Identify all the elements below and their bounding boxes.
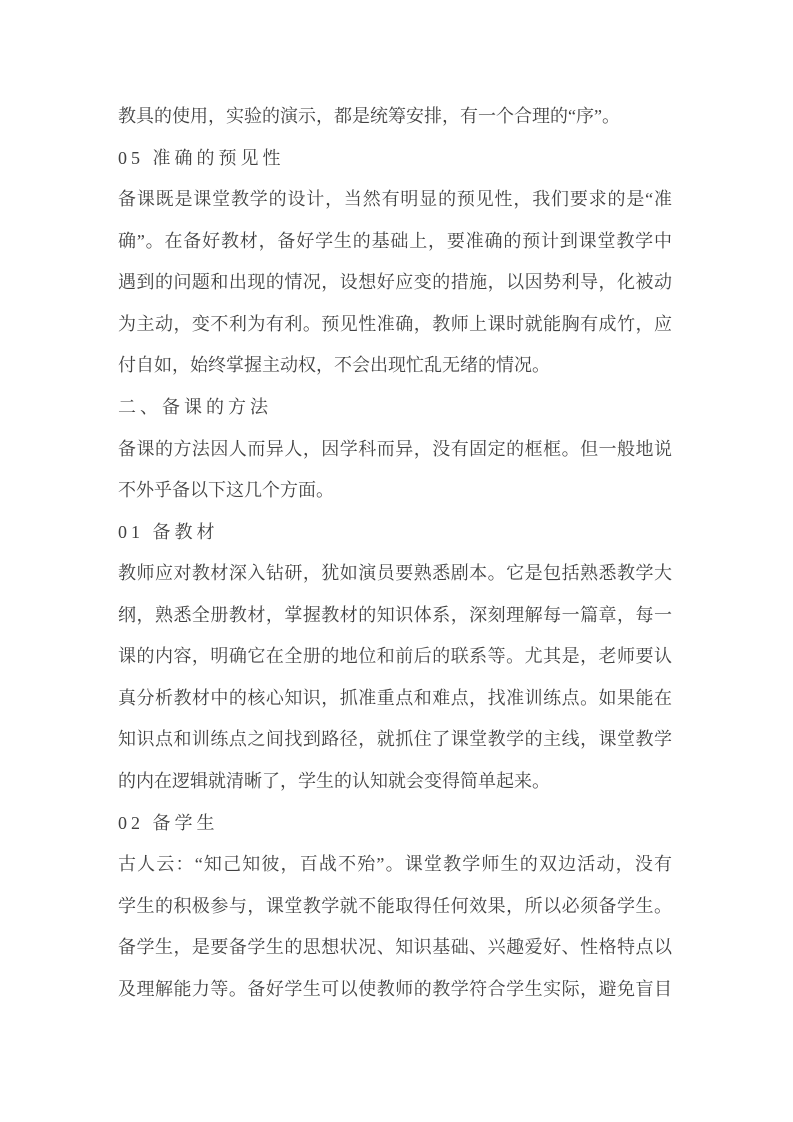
document-text-block [118,96,672,1010]
paragraph-line: 为主动，变不利为有利。预见性准确，教师上课时就能胸有成竹，应 [118,313,672,334]
paragraph-line: 真分析教材中的核心知识，抓准重点和难点，找准训练点。如果能在 [118,687,672,708]
section-heading: 05 准确的预见性 [118,147,285,168]
section-heading: 01 备教材 [118,521,219,542]
paragraph-line: 课的内容，明确它在全册的地位和前后的联系等。尤其是，老师要认 [118,646,672,667]
section-heading: 02 备学生 [118,812,219,833]
paragraph-line: 付自如，始终掌握主动权，不会出现忙乱无绪的情况。 [118,355,550,376]
section-heading: 二、备课的方法 [118,396,272,417]
paragraph-line: 备课的方法因人而异人，因学科而异，没有固定的框框。但一般地说 [118,438,672,459]
paragraph-line: 学生的积极参与，课堂教学就不能取得任何效果，所以必须备学生。 [118,895,672,916]
paragraph-line: 知识点和训练点之间找到路径，就抓住了课堂教学的主线，课堂教学 [118,729,672,750]
paragraph-line: 教具的使用，实验的演示，都是统筹安排，有一个合理的“序”。 [118,106,620,126]
paragraph-line: 备课既是课堂教学的设计，当然有明显的预见性，我们要求的是“准 [118,189,672,210]
paragraph-line: 不外乎备以下这几个方面。 [118,480,334,501]
paragraph-line: 教师应对教材深入钻研，犹如演员要熟悉剧本。它是包括熟悉教学大 [118,563,672,584]
paragraph-line: 及理解能力等。备好学生可以使教师的教学符合学生实际，避免盲目 [118,978,672,999]
paragraph-line: 备学生，是要备学生的思想状况、知识基础、兴趣爱好、性格特点以 [118,937,672,958]
paragraph-line: 纲，熟悉全册教材，掌握教材的知识体系，深刻理解每一篇章，每一 [118,604,672,625]
paragraph-line: 遇到的问题和出现的情况，设想好应变的措施，以因势利导，化被动 [118,272,672,293]
paragraph-line: 古人云：“知己知彼，百战不殆”。课堂教学师生的双边活动，没有 [118,854,672,875]
paragraph-line: 确”。在备好教材，备好学生的基础上，要准确的预计到课堂教学中 [118,230,672,251]
paragraph-line: 的内在逻辑就清晰了，学生的认知就会变得简单起来。 [118,771,550,791]
